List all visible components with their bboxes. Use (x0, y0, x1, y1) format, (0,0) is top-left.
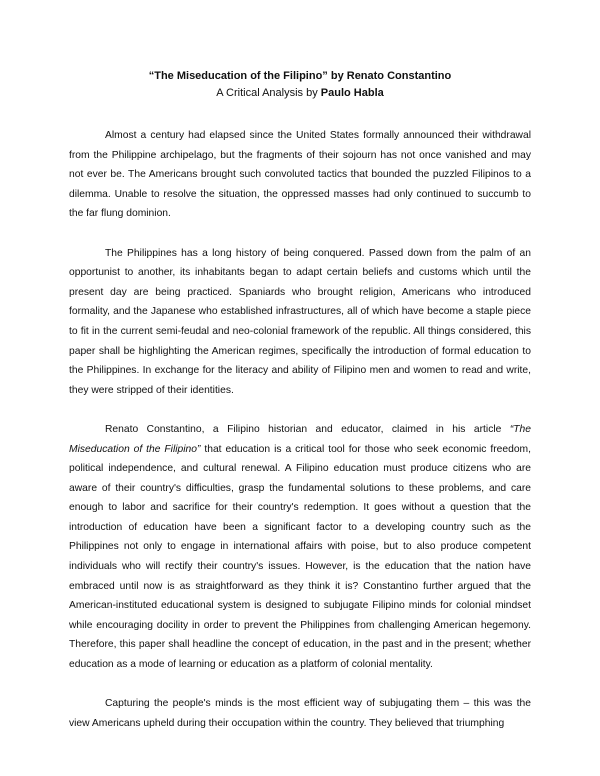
document-title (0, 68, 600, 85)
document-header (0, 68, 600, 102)
author-name: Paulo Habla (320, 87, 384, 99)
article-title-italic: “The Miseducation of the Filipino” (69, 423, 531, 455)
paragraph-3-lead: Renato Constantino, a Filipino historian and educator, claimed in his article (105, 423, 510, 435)
paragraph-3-rest: that education is a critical tool for those who seek economic freedom, political independence, and cultural renewal. A Filipino education must produce citizens who are aware of their country's difficulties, grasp the fundamental solutions to these problems, and care enough to labor and sacrifice for their country's redemption. It goes without a question that the introduction of education have been a significant factor to a developing country such as the Philippines not only to engage in international affairs with poise, but to also produce competent individuals who will rectify their country's issues. However, is the education that the nation have embraced until now is as straightforward as they think it is? Constantino further argued that the American-instituted educational system is designed to subjugate Filipino minds for colonial mindset while encouraging docility in order to prevent the Philippines from challenging American hegemony. Therefore, this paper shall headline the concept of education, in the past and in the present; whether education as a mode of learning or education as a platform of colonial mentality. (69, 443, 531, 671)
paragraph-4: Capturing the people's minds is the most efficient way of subjugating them – this was the view Americans upheld during their occupation within the country. They believed that triumphing (69, 698, 531, 729)
title-quote: “The Miseducation of the Filipino” (148, 70, 328, 82)
document-subtitle (0, 85, 600, 102)
paragraph-3 (69, 420, 531, 675)
paragraph-2: The Philippines has a long history of being conquered. Passed down from the palm of an opportunist to another, its inhabitants began to adapt certain beliefs and customs which until the present day are being practiced. Spaniards who brought religion, Americans who introduced formality, and the Japanese who established infrastructures, all of which have become a staple piece to fit in the current semi-feudal and neo-colonial framework of the republic. All things considered, this paper shall be highlighting the American regimes, specifically the introduction of formal education to the Philippines. In exchange for the literacy and ability of Filipino men and women to read and write, they were stripped of their identities. (69, 247, 531, 396)
document-body (69, 126, 531, 753)
title-by: by Renato Constantino (327, 70, 452, 82)
paragraph-1: Almost a century had elapsed since the United States formally announced their withdrawal from the Philippine archipelago, but the fragments of their sojourn has not once vanished and may not ever be. The Americans brought such convoluted tactics that bounded the puzzled Filipinos to a dilemma. Unable to resolve the situation, the oppressed masses had only continued to succumb to the far flung dominion. (69, 130, 531, 220)
subtitle-prefix: A Critical Analysis by (216, 87, 321, 99)
